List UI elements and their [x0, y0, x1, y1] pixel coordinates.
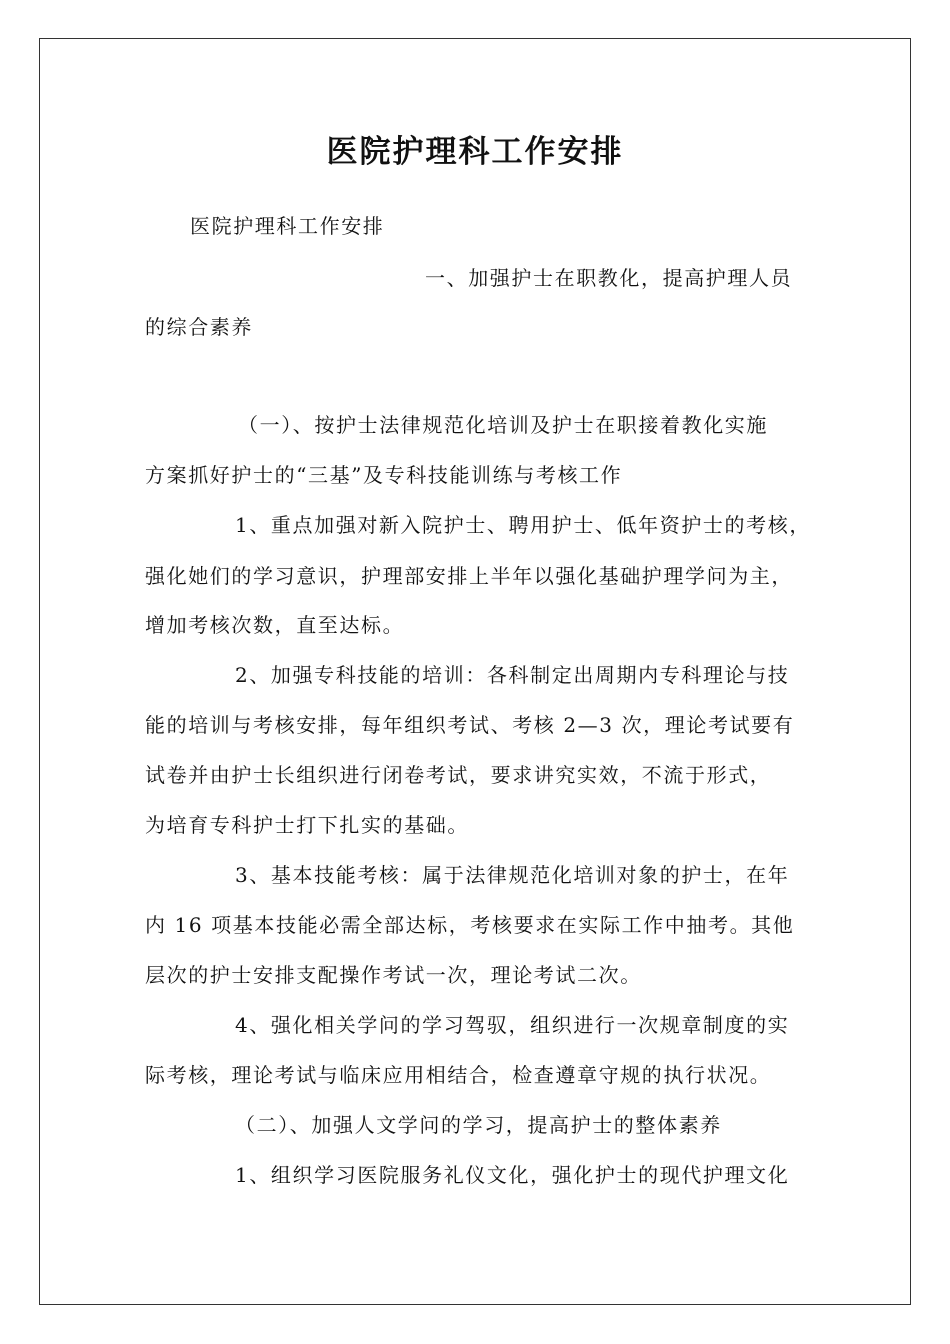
- text-line: 1、组织学习医院服务礼仪文化，强化护士的现代护理文化: [235, 1163, 790, 1187]
- text-line: 的综合素养: [145, 315, 253, 339]
- text-line: 内 16 项基本技能必需全部达标，考核要求在实际工作中抽考。其他: [145, 913, 795, 937]
- text-line: 层次的护士安排支配操作考试一次，理论考试二次。: [145, 963, 642, 987]
- document-title: 医院护理科工作安排: [326, 134, 624, 170]
- text-line: 强化她们的学习意识，护理部安排上半年以强化基础护理学问为主，: [145, 564, 793, 588]
- text-line: 4、强化相关学问的学习驾驭，组织进行一次规章制度的实: [235, 1013, 790, 1037]
- text-line: （二）、加强人文学问的学习，提高护士的整体素养: [235, 1113, 722, 1137]
- text-line: 医院护理科工作安排: [190, 214, 385, 238]
- text-line: 为培育专科护士打下扎实的基础。: [145, 813, 469, 837]
- text-line: （一）、按护士法律规范化培训及护士在职接着教化实施: [238, 413, 768, 437]
- text-line: 3、基本技能考核：属于法律规范化培训对象的护士，在年: [235, 863, 790, 887]
- text-line: 1、重点加强对新入院护士、聘用护士、低年资护士的考核，: [235, 513, 811, 537]
- text-line: 2、加强专科技能的培训：各科制定出周期内专科理论与技: [235, 663, 790, 687]
- text-line: 能的培训与考核安排，每年组织考试、考核 2—3 次，理论考试要有: [145, 713, 795, 737]
- text-line: 一、加强护士在职教化，提高护理人员: [425, 266, 793, 290]
- text-line: 方案抓好护士的“三基”及专科技能训练与考核工作: [145, 463, 623, 487]
- text-line: 增加考核次数，直至达标。: [145, 613, 405, 637]
- text-line: 试卷并由护士长组织进行闭卷考试，要求讲究实效，不流于形式，: [145, 763, 772, 787]
- text-line: 际考核，理论考试与临床应用相结合，检查遵章守规的执行状况。: [145, 1063, 772, 1087]
